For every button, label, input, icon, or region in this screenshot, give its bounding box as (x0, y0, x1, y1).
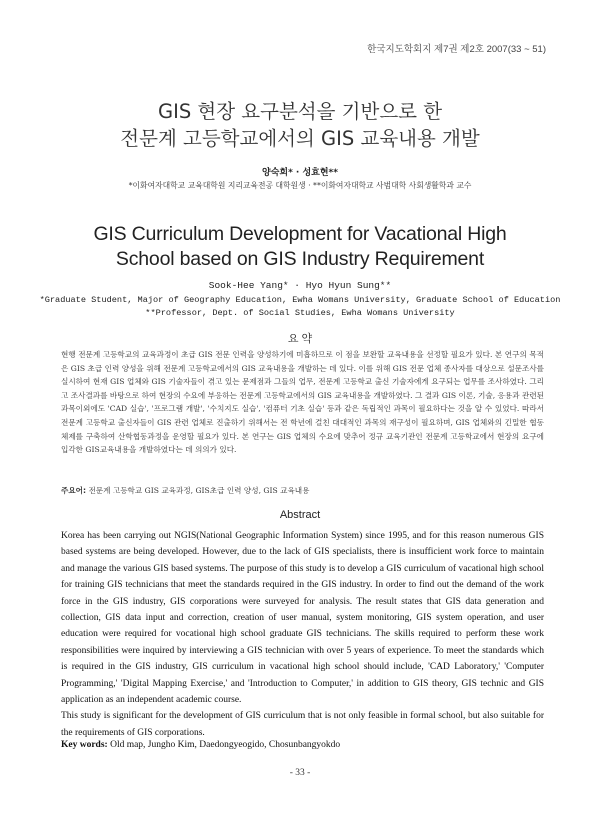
korean-title-line-2: 전문계 고등학교에서의 GIS 교육내용 개발 (120, 127, 480, 150)
english-affiliation-line-1: *Graduate Student, Major of Geography Education, Ewha Womans University, Graduate School of Education (39, 295, 561, 305)
korean-keywords (61, 485, 544, 496)
english-affiliation (0, 294, 600, 319)
korean-abstract: 현행 전문계 고등학교의 교육과정이 초급 GIS 전문 인력을 양성하기에 미흡하므로 이 점을 보완할 교육내용을 선정할 필요가 있다. 본 연구의 목적은 GIS 초급 인력 양성을 위해 전문계 고등학교에서의 GIS 교육내용을 개발하는 데 있다. 이를 위해 GIS 전문 업체 종사자를 대상으로 설문조사를 실시하여 현재 GIS 업체와 GIS 기술자들이 겪고 있는 문제점과 그들의 업무, 전문계 고등학교 출신 기술자에게 요구되는 업무를 조사하였다. 그리고 조사결과를 바탕으로 하여 현장의 수요에 부응하는 전문계 고등학교에서의 GIS 교육내용을 개발하였다. 그 결과 GIS 이론, 기술, 응용과 관련된 과목이외에도 'CAD 실습', '프로그램 개발', '수치지도 실습', '컴퓨터 기초 실습' 등과 같은 독립적인 과목이 필요하다는 것을 알 수 있었다. 따라서 전문계 고등학교 출신자들이 GIS 관련 업체로 진출하기 위해서는 전 학년에 걸친 대대적인 과목의 재구성이 필요하며, GIS 업체와의 긴밀한 협동 체제를 구축하여 산학협동과정을 운영할 필요가 있다. 본 연구는 GIS 업체의 수요에 맞추어 정규 교육기관인 전문계 고등학교에서 현장의 요구에 입각한 GIS교육내용을 개발하였다는 데 의의가 있다. (61, 350, 544, 455)
journal-info: 한국지도학회지 제7권 제2호 2007(33 ~ 51) (367, 44, 546, 55)
english-abstract-paragraph-2: This study is significant for the development of GIS curriculum that is not only feasible in formal school, but also suitable for the requirements of GIS corporations. (61, 711, 544, 738)
korean-abstract-heading: 요 약 (287, 333, 313, 345)
english-title-line-1: GIS Curriculum Development for Vacational High (93, 223, 507, 245)
english-authors: Sook-Hee Yang* · Hyo Hyun Sung** (208, 280, 392, 291)
english-keywords-label: Key words: (61, 740, 108, 750)
english-keywords-text: Old map, Jungho Kim, Daedongyeogido, Chosunbangyokdo (110, 740, 341, 750)
korean-affiliation: *이화여자대학교 교육대학원 지리교육전공 대학원생 · **이화여자대학교 사범대학 사회생활학과 교수 (128, 181, 472, 190)
korean-title-line-1: GIS 현장 요구분석을 기반으로 한 (157, 100, 443, 123)
english-title (0, 222, 600, 272)
english-keywords (61, 740, 544, 750)
english-abstract-paragraph-1: Korea has been carrying out NGIS(National Geographic Information System) since 1995, and for this reason numerous GIS based systems are being developed. However, due to the lack of GIS specialists, there is insufficient work force to maintain and manage the various GIS based systems. The purpose of this study is to develop a GIS curriculum of vacational high school for training GIS technicians that meet the standards required in the GIS industry. In order to find out the demand of the work force in the GIS industry, GIS corporations were surveyed for analysis. The result states that GIS data generation and collection, GIS data input and correction, creation of user manual, system monitoring, GIS system operation, and user education were required for vocational high school graduate GIS technicians. The skills required to perform these work responsibilities were inquired by interviewing a GIS technician with over 5 years of experience. To meet the standards which is required in the GIS industry, GIS curriculum in vacational high school should include, 'CAD Laboratory,' 'Computer Programming,' 'Digital Mapping Exercise,' and 'Introduction to Computer,' in addition to GIS theory, GIS technic and GIS application as an independent academic course. (61, 531, 544, 706)
korean-authors: 양숙희* · 성효현** (262, 168, 338, 178)
english-affiliation-line-2: **Professor, Dept. of Social Studies, Ewha Womans University (145, 307, 455, 318)
english-title-line-2: School based on GIS Industry Requirement (115, 248, 485, 270)
korean-keywords-label: 주요어: (61, 486, 87, 495)
korean-keywords-text: 전문계 고등학교 GIS 교육과정, GIS초급 인력 양성, GIS 교육내용 (88, 486, 310, 495)
page-number: - 33 - (289, 768, 311, 778)
english-abstract-heading: Abstract (279, 509, 321, 521)
english-abstract (61, 528, 544, 741)
korean-title (0, 98, 600, 152)
